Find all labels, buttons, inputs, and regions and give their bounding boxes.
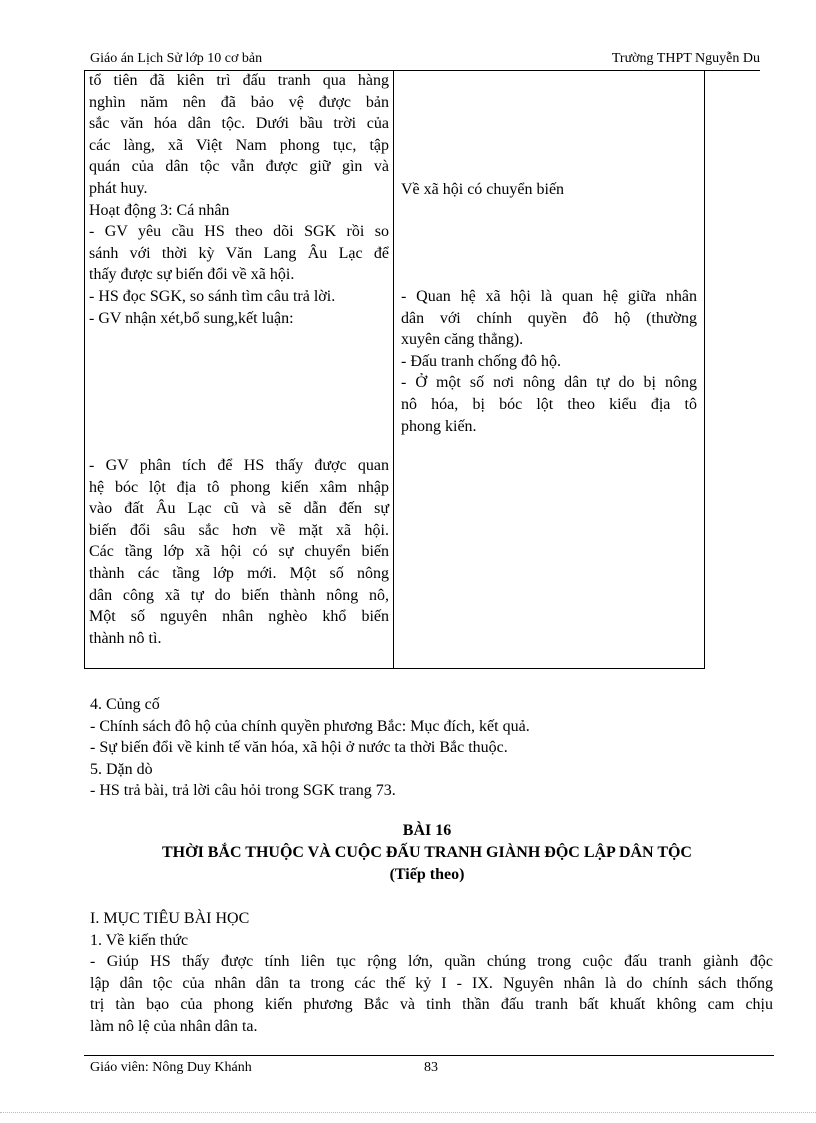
- text-line: dân với chính quyền đô hộ (thường: [401, 309, 697, 327]
- header-course-title: Giáo án Lịch Sử lớp 10 cơ bản: [90, 51, 263, 66]
- text-line: vào đất Âu Lạc cũ và sẽ dẫn đến sự: [89, 500, 389, 518]
- consolidation-section: [90, 694, 530, 802]
- page-edge-divider: [0, 1112, 816, 1113]
- homework-item: - HS trả bài, trả lời câu hỏi trong SGK trang 73.: [90, 782, 396, 799]
- consolidation-heading: 4. Củng cố: [90, 696, 160, 713]
- objective-line: - Giúp HS thấy được tính liên tục rộng lớn, quần chúng trong cuộc đấu tranh giành độc: [90, 953, 773, 970]
- right-cell-heading: [401, 179, 697, 201]
- column-divider: [393, 70, 394, 668]
- lesson-title-block: [84, 820, 770, 886]
- text-line: - Ở một số nơi nông dân tự do bị nông: [401, 374, 697, 392]
- lesson-subtitle: (Tiếp theo): [389, 866, 465, 883]
- text-line: sánh với thời kỳ Văn Lang Âu Lạc để: [89, 244, 389, 262]
- text-line: nô hóa, bị bóc lột theo kiểu địa tô: [401, 395, 697, 413]
- text-line: tổ tiên đã kiên trì đấu tranh qua hàng: [89, 72, 389, 89]
- text-line: - GV yêu cầu HS theo dõi SGK rồi so: [89, 223, 389, 241]
- activity-heading: Hoạt động 3: Cá nhân: [89, 201, 230, 219]
- page-header: [84, 50, 760, 71]
- homework-heading: 5. Dặn dò: [90, 760, 153, 778]
- objective-line: lập dân tộc của nhân dân ta trong các thế kỷ I - IX. Nguyên nhân là do chính sách thống: [90, 974, 773, 992]
- text-line: - Quan hệ xã hội là quan hệ giữa nhân: [401, 288, 697, 305]
- text-line: hệ bóc lột địa tô phong kiến xâm nhập: [89, 478, 389, 496]
- left-cell-analysis: [89, 455, 389, 649]
- text-line: - GV phân tích để HS thấy được quan: [89, 457, 389, 474]
- text-line: - HS đọc SGK, so sánh tìm câu trả lời.: [89, 287, 336, 305]
- consolidation-item: - Chính sách đô hộ của chính quyền phương Bắc: Mục đích, kết quả.: [90, 717, 530, 735]
- text-line: Một số nguyên nhân nghèo khổ biến: [89, 608, 389, 626]
- left-cell-activities: [89, 70, 389, 329]
- section-heading: Về xã hội có chuyển biến: [401, 181, 565, 198]
- text-line: thành các tầng lớp mới. Một số nông: [89, 564, 389, 582]
- text-line: xuyên căng thẳng).: [401, 331, 524, 349]
- text-line: sắc văn hóa dân tộc. Dưới bầu trời của: [89, 115, 389, 133]
- lesson-table: [84, 70, 705, 669]
- text-line: nghìn năm nên đã bảo vệ được bản: [89, 93, 389, 111]
- page-number: 83: [424, 1060, 438, 1075]
- lesson-number: BÀI 16: [402, 822, 452, 839]
- text-line: - Đấu tranh chống đô hộ.: [401, 352, 561, 370]
- objectives-section: [90, 908, 773, 1037]
- objectives-heading: I. MỤC TIÊU BÀI HỌC: [90, 910, 250, 927]
- text-line: phong kiến.: [401, 417, 477, 435]
- objectives-subheading: 1. Về kiến thức: [90, 931, 189, 949]
- page-footer: [84, 1055, 774, 1075]
- text-line: các làng, xã Việt Nam phong tục, tập: [89, 136, 389, 154]
- text-line: Các tầng lớp xã hội có sự chuyển biến: [89, 543, 389, 561]
- lesson-title: THỜI BẮC THUỘC VÀ CUỘC ĐẤU TRANH GIÀNH ĐỘC LẬP DÂN TỘC: [162, 844, 692, 861]
- text-line: - GV nhận xét,bổ sung,kết luận:: [89, 309, 294, 327]
- text-line: dân công xã tự do biến thành nông nô,: [89, 586, 389, 604]
- header-school-name: Trường THPT Nguyễn Du: [611, 51, 760, 66]
- objective-line: trị tàn bạo của phong kiến phương Bắc và tinh thần đấu tranh bất khuất không cam chịu: [90, 996, 773, 1013]
- objective-line: làm nô lệ của nhân dân ta.: [90, 1017, 258, 1035]
- text-line: phát huy.: [89, 179, 148, 197]
- right-cell-content: [401, 286, 697, 437]
- text-line: thành nô tì.: [89, 629, 162, 647]
- consolidation-item: - Sự biến đổi về kinh tế văn hóa, xã hội ở nước ta thời Bắc thuộc.: [90, 739, 508, 756]
- text-line: thấy được sự biến đổi về xã hội.: [89, 266, 295, 284]
- text-line: biến đổi sâu sắc hơn về mặt xã hội.: [89, 521, 389, 539]
- footer-teacher: Giáo viên: Nông Duy Khánh: [90, 1060, 252, 1075]
- text-line: quán của dân tộc vẫn được giữ gìn và: [89, 158, 389, 176]
